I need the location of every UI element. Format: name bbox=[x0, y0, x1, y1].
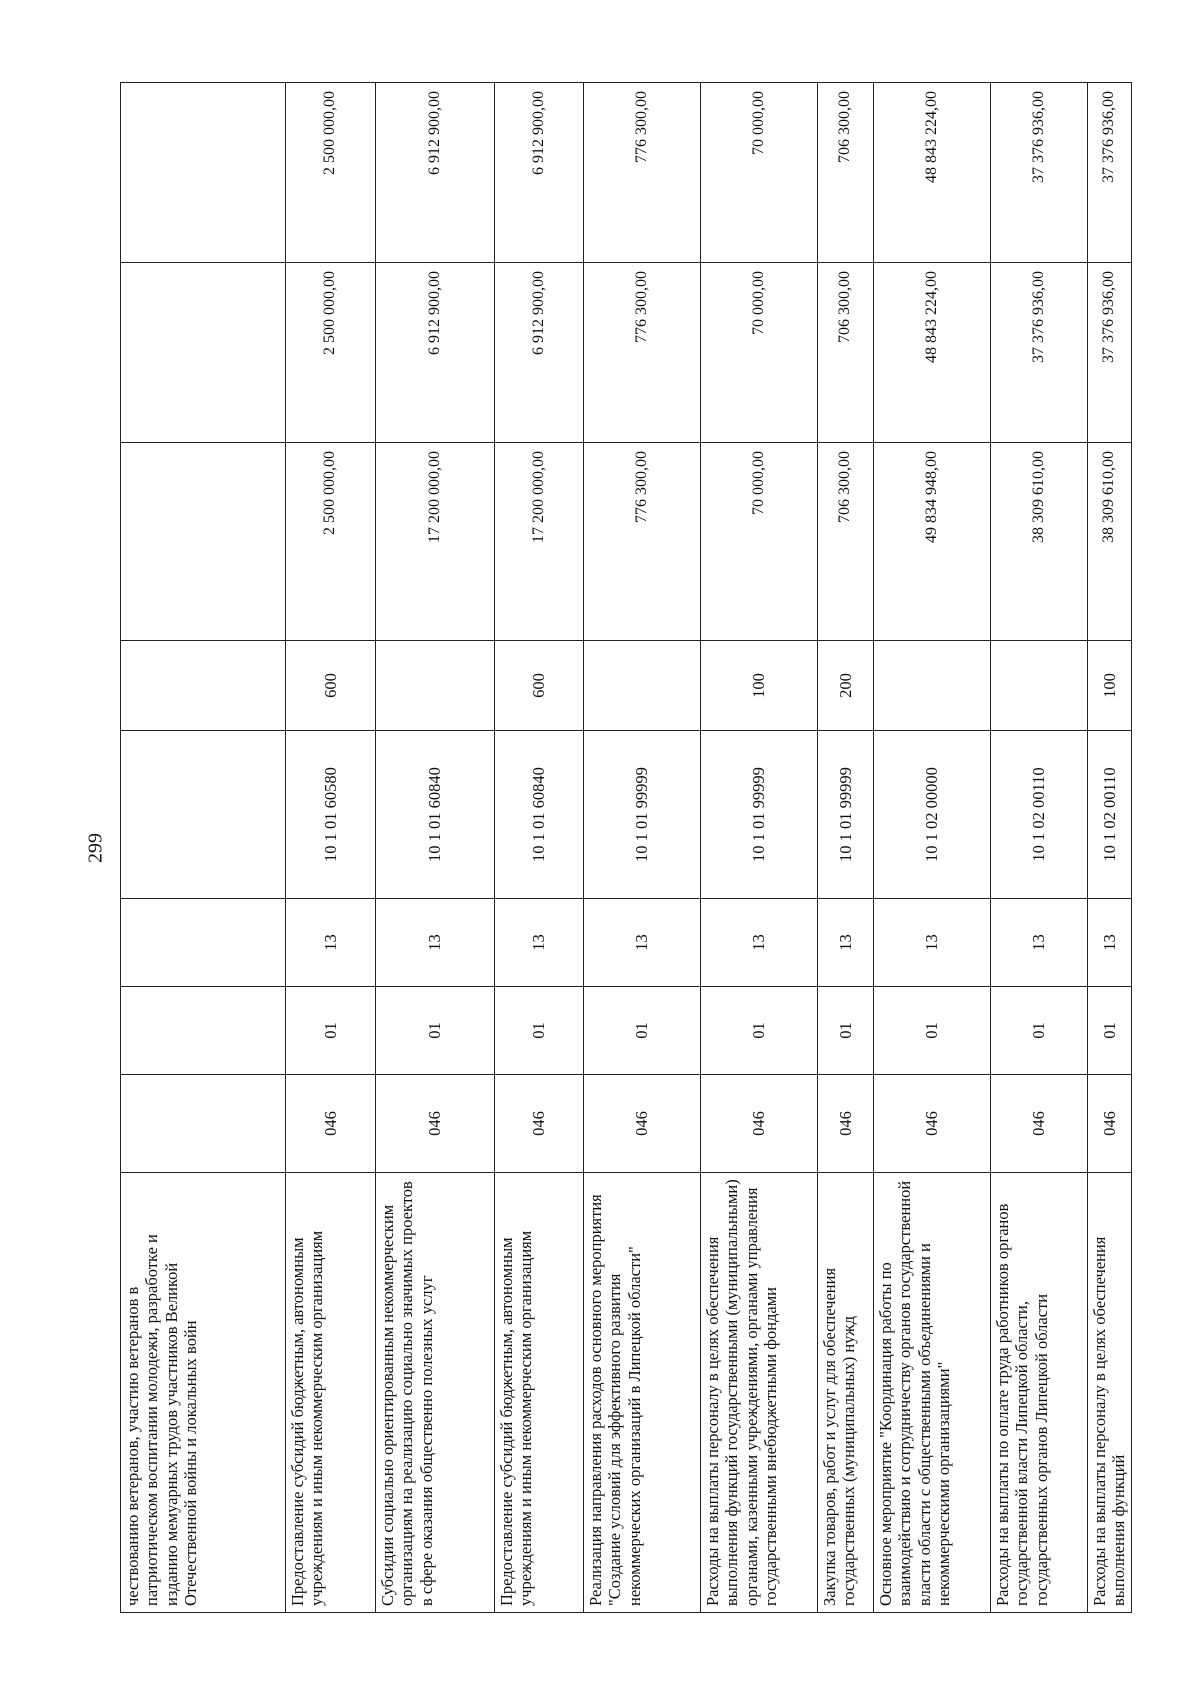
table-row bbox=[874, 83, 991, 1613]
cell-grbs-code: 046 bbox=[874, 1075, 991, 1173]
table-row bbox=[818, 83, 874, 1613]
cell-subsection-code: 13 bbox=[874, 899, 991, 987]
cell-amount-1 bbox=[121, 443, 286, 641]
rotated-table-container bbox=[120, 83, 1129, 1613]
cell-amount-3: 48 843 224,00 bbox=[874, 83, 991, 263]
cell-expense-type: 100 bbox=[701, 641, 818, 731]
cell-grbs-code: 046 bbox=[818, 1075, 874, 1173]
cell-subsection-code: 13 bbox=[376, 899, 495, 987]
cell-subsection-code: 13 bbox=[991, 899, 1088, 987]
cell-amount-1: 49 834 948,00 bbox=[874, 443, 991, 641]
cell-amount-3: 6 912 900,00 bbox=[376, 83, 495, 263]
cell-target-article: 10 1 01 60840 bbox=[495, 731, 584, 899]
cell-grbs-code: 046 bbox=[701, 1075, 818, 1173]
cell-amount-2: 776 300,00 bbox=[584, 263, 701, 443]
table-row bbox=[121, 83, 286, 1613]
cell-expense-type: 200 bbox=[818, 641, 874, 731]
cell-amount-1: 706 300,00 bbox=[818, 443, 874, 641]
cell-grbs-code: 046 bbox=[1088, 1075, 1132, 1173]
cell-expense-name: Расходы на выплаты персоналу в целях обеспечения выполнения функций государственными (муниципальными) органами, казенными учреждениями, органами управления государственными внебюджетными фондами bbox=[701, 1173, 818, 1613]
cell-amount-2: 2 500 000,00 bbox=[286, 263, 376, 443]
cell-grbs-code: 046 bbox=[286, 1075, 376, 1173]
cell-expense-name: Реализация направления расходов основного мероприятия "Создание условий для эффективного развития некоммерческих организаций в Липецкой области" bbox=[584, 1173, 701, 1613]
cell-amount-3: 776 300,00 bbox=[584, 83, 701, 263]
cell-target-article: 10 1 01 99999 bbox=[818, 731, 874, 899]
cell-amount-3: 70 000,00 bbox=[701, 83, 818, 263]
cell-amount-3: 37 376 936,00 bbox=[1088, 83, 1132, 263]
table-row bbox=[1088, 83, 1132, 1613]
cell-expense-name: Расходы на выплаты персоналу в целях обеспечения выполнения функций bbox=[1088, 1173, 1132, 1613]
cell-grbs-code: 046 bbox=[991, 1075, 1088, 1173]
cell-subsection-code: 13 bbox=[1088, 899, 1132, 987]
cell-section-code: 01 bbox=[495, 987, 584, 1075]
cell-amount-2: 6 912 900,00 bbox=[376, 263, 495, 443]
cell-section-code: 01 bbox=[874, 987, 991, 1075]
cell-target-article: 10 1 01 99999 bbox=[584, 731, 701, 899]
budget-table bbox=[120, 82, 1132, 1613]
cell-amount-2: 6 912 900,00 bbox=[495, 263, 584, 443]
cell-expense-type: 100 bbox=[1088, 641, 1132, 731]
table-row bbox=[495, 83, 584, 1613]
cell-expense-type: 600 bbox=[495, 641, 584, 731]
cell-amount-1: 17 200 000,00 bbox=[376, 443, 495, 641]
cell-section-code: 01 bbox=[818, 987, 874, 1075]
cell-amount-1: 38 309 610,00 bbox=[1088, 443, 1132, 641]
cell-grbs-code: 046 bbox=[376, 1075, 495, 1173]
cell-target-article: 10 1 02 00110 bbox=[1088, 731, 1132, 899]
cell-subsection-code: 13 bbox=[818, 899, 874, 987]
cell-expense-name: Расходы на выплаты по оплате труда работников органов государственной власти Липецкой области, государственных органов Липецкой области bbox=[991, 1173, 1088, 1613]
cell-expense-type: 600 bbox=[286, 641, 376, 731]
cell-expense-type bbox=[121, 641, 286, 731]
cell-amount-3: 6 912 900,00 bbox=[495, 83, 584, 263]
table-row bbox=[701, 83, 818, 1613]
cell-section-code: 01 bbox=[1088, 987, 1132, 1075]
cell-expense-name: Основное мероприятие "Координация работы по взаимодействию и сотрудничеству органов государственной власти области с общественными объединениями и некоммерческими организациями" bbox=[874, 1173, 991, 1613]
cell-expense-type bbox=[991, 641, 1088, 731]
cell-amount-3: 706 300,00 bbox=[818, 83, 874, 263]
cell-section-code bbox=[121, 987, 286, 1075]
cell-grbs-code bbox=[121, 1075, 286, 1173]
cell-amount-3: 2 500 000,00 bbox=[286, 83, 376, 263]
cell-target-article: 10 1 01 60580 bbox=[286, 731, 376, 899]
cell-amount-1: 776 300,00 bbox=[584, 443, 701, 641]
cell-amount-2: 706 300,00 bbox=[818, 263, 874, 443]
cell-amount-2: 37 376 936,00 bbox=[991, 263, 1088, 443]
cell-amount-2: 37 376 936,00 bbox=[1088, 263, 1132, 443]
cell-section-code: 01 bbox=[286, 987, 376, 1075]
cell-target-article: 10 1 01 99999 bbox=[701, 731, 818, 899]
cell-grbs-code: 046 bbox=[495, 1075, 584, 1173]
table-row bbox=[991, 83, 1088, 1613]
cell-expense-name: Предоставление субсидий бюджетным, автономным учреждениям и иным некоммерческим организациям bbox=[286, 1173, 376, 1613]
cell-target-article: 10 1 02 00000 bbox=[874, 731, 991, 899]
cell-section-code: 01 bbox=[584, 987, 701, 1075]
cell-subsection-code: 13 bbox=[286, 899, 376, 987]
cell-target-article bbox=[121, 731, 286, 899]
cell-expense-name: чествованию ветеранов, участию ветеранов в патриотическом воспитании молодежи, разработке и изданию мемуарных трудов участников Великой Отечественной войны и локальных войн bbox=[121, 1173, 286, 1613]
cell-target-article: 10 1 02 00110 bbox=[991, 731, 1088, 899]
cell-amount-2: 48 843 224,00 bbox=[874, 263, 991, 443]
cell-grbs-code: 046 bbox=[584, 1075, 701, 1173]
cell-expense-type bbox=[376, 641, 495, 731]
cell-amount-3 bbox=[121, 83, 286, 263]
cell-section-code: 01 bbox=[701, 987, 818, 1075]
cell-section-code: 01 bbox=[376, 987, 495, 1075]
cell-subsection-code: 13 bbox=[495, 899, 584, 987]
cell-section-code: 01 bbox=[991, 987, 1088, 1075]
cell-target-article: 10 1 01 60840 bbox=[376, 731, 495, 899]
cell-expense-name: Закупка товаров, работ и услуг для обеспечения государственных (муниципальных) нужд bbox=[818, 1173, 874, 1613]
cell-expense-type bbox=[584, 641, 701, 731]
table-body bbox=[121, 83, 1132, 1613]
cell-amount-2: 70 000,00 bbox=[701, 263, 818, 443]
cell-expense-name: Предоставление субсидий бюджетным, автономным учреждениям и иным некоммерческим организациям bbox=[495, 1173, 584, 1613]
cell-amount-3: 37 376 936,00 bbox=[991, 83, 1088, 263]
table-row bbox=[286, 83, 376, 1613]
cell-subsection-code: 13 bbox=[584, 899, 701, 987]
cell-subsection-code bbox=[121, 899, 286, 987]
cell-amount-1: 2 500 000,00 bbox=[286, 443, 376, 641]
cell-subsection-code: 13 bbox=[701, 899, 818, 987]
cell-amount-2 bbox=[121, 263, 286, 443]
cell-expense-name: Субсидии социально ориентированным некоммерческим организациям на реализацию социально значимых проектов в сфере оказания общественно полезных услуг bbox=[376, 1173, 495, 1613]
cell-expense-type bbox=[874, 641, 991, 731]
cell-amount-1: 17 200 000,00 bbox=[495, 443, 584, 641]
cell-amount-1: 70 000,00 bbox=[701, 443, 818, 641]
cell-amount-1: 38 309 610,00 bbox=[991, 443, 1088, 641]
table-row bbox=[376, 83, 495, 1613]
page-number: 299 bbox=[84, 833, 107, 863]
table-row bbox=[584, 83, 701, 1613]
